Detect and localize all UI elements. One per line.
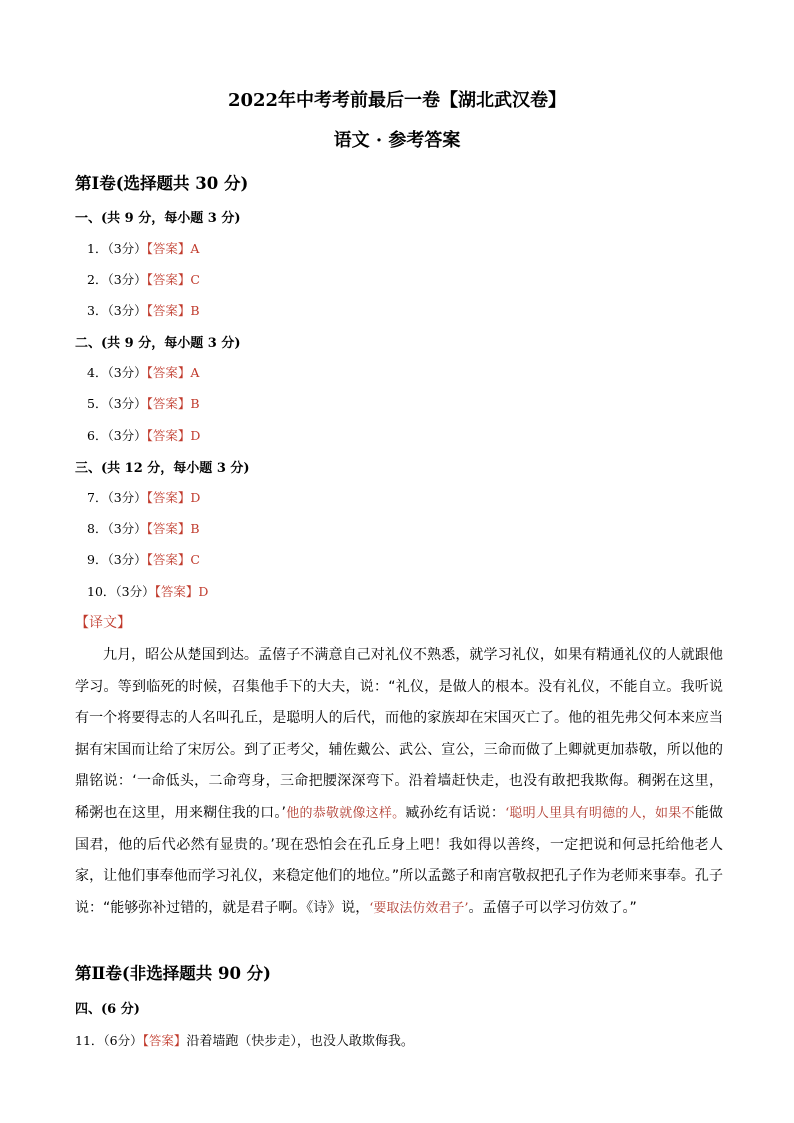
item-number: 6． [87, 428, 108, 443]
answer-value: C [190, 552, 200, 567]
part2-title: 第Ⅱ卷(非选择题共 90 分) [75, 964, 271, 983]
item-score: （3分） [115, 584, 155, 599]
item-score: （3分） [107, 490, 147, 505]
item-score: （3分） [107, 272, 147, 287]
answer-item [87, 582, 208, 600]
answer-item [87, 550, 200, 568]
translation-highlight: 他的恭敬就像这样。 [286, 805, 406, 821]
answer-tag: 【答案】 [146, 428, 191, 443]
item-score: （3分） [107, 428, 147, 443]
item-number: 7． [87, 490, 108, 505]
item-number: 11． [75, 1033, 104, 1048]
translation-text: 九月，昭公从楚国到达。孟僖子不满意自己对礼仪不熟悉，就学习礼仪，如果有精通礼仪的人就跟他学习。等到临死的时候，召集他手下的大夫，说：“礼仪，是做人的根本。没有礼仪，不能自立。我听说有一个将要得志的人名叫孔丘，是聪明人的后代，而他的家族却在宋国灭亡了。他的祖先弗父何本来应当据有宋国而让给了宋厉公。到了正考父，辅佐戴公、武公、宣公，三命而做了上卿就更加恭敬，所以他的鼎铭说：‘一命低头，二命弯身，三命把腰深深弯下。沿着墙赶快走，也没有敢把我欺侮。稠粥在这里，稀粥也在这里，用来糊住我的口。’ [75, 647, 723, 821]
item-number: 1． [87, 241, 108, 256]
page-title: 2022年中考考前最后一卷【湖北武汉卷】 [227, 90, 567, 111]
answer-tag: 【答案】 [146, 272, 191, 287]
answer-value: B [190, 303, 200, 318]
page-subtitle: 语文 · 参考答案 [333, 130, 461, 151]
answer-value: D [190, 490, 201, 505]
answer-tag: 【答案】 [146, 552, 191, 567]
item-score: （3分） [107, 521, 147, 536]
answer-item [87, 270, 200, 288]
answer-value: C [190, 272, 200, 287]
translation-text: 。孟僖子可以学习仿效了。” [468, 899, 637, 916]
answer-item [87, 363, 199, 381]
section-title: 四、(6 分) [75, 1002, 140, 1017]
answer-value: B [190, 396, 200, 411]
answer-item [87, 394, 200, 412]
translation-paragraph [75, 640, 723, 924]
answer-value: D [198, 584, 209, 599]
answer-item [87, 239, 199, 257]
item-number: 3． [87, 303, 108, 318]
translation-heading: 【译文】 [75, 615, 131, 631]
answer-item [87, 488, 200, 506]
answer-tag: 【答案】 [142, 1033, 187, 1048]
answer-tag: 【答案】 [146, 241, 191, 256]
item-number: 8． [87, 521, 108, 536]
answer-tag: 【答案】 [154, 584, 199, 599]
item-number: 5． [87, 396, 108, 411]
part1-title: 第Ⅰ卷(选择题共 30 分) [75, 174, 249, 193]
translation-text: 能做国君，他的后代必然有显贵的。’现在恐怕会在孔丘身上吧！我如得以善终，一定把说和何忌托给他老人家，让他们事奉他而学习礼仪，来稳定他们的地位。”所以孟懿子和南宫敬叔把孔子作为老师来事奉。孔子说：“能够弥补过错的，就是君子啊。《诗》说， [75, 804, 724, 916]
answer-tag: 【答案】 [146, 521, 191, 536]
answer-value: D [190, 428, 201, 443]
answer-item [87, 426, 200, 444]
answer-item [87, 519, 200, 537]
section-title: 二、(共 9 分，每小题 3 分) [75, 336, 241, 351]
translation-highlight: ‘聪明人里具有明德的人，如果不 [505, 805, 695, 821]
answer-value: A [190, 365, 200, 380]
item-number: 4． [87, 365, 108, 380]
answer-tag: 【答案】 [146, 490, 191, 505]
section-title: 一、(共 9 分，每小题 3 分) [75, 211, 241, 226]
answer-value: A [190, 241, 200, 256]
answer-value: B [190, 521, 200, 536]
translation-text: 臧孙纥有话说： [405, 804, 506, 821]
item-score: （3分） [107, 241, 147, 256]
item-score: （3分） [107, 303, 147, 318]
answer-item [87, 301, 200, 319]
answer-tag: 【答案】 [146, 303, 191, 318]
item-score: （3分） [107, 396, 147, 411]
item-score: （3分） [107, 365, 147, 380]
item-number: 2． [87, 272, 108, 287]
item-score: （6分） [103, 1033, 143, 1048]
section-title: 三、(共 12 分，每小题 3 分) [75, 461, 250, 476]
answer-tag: 【答案】 [146, 365, 191, 380]
answer-tag: 【答案】 [146, 396, 191, 411]
answer-value: 沿着墙跑（快步走），也没人敢欺侮我。 [186, 1034, 414, 1049]
item-number: 9． [87, 552, 108, 567]
answer-item [75, 1030, 414, 1049]
item-number: 10． [87, 584, 116, 599]
translation-highlight: ‘要取法仿效君子’ [369, 900, 469, 916]
item-score: （3分） [107, 552, 147, 567]
